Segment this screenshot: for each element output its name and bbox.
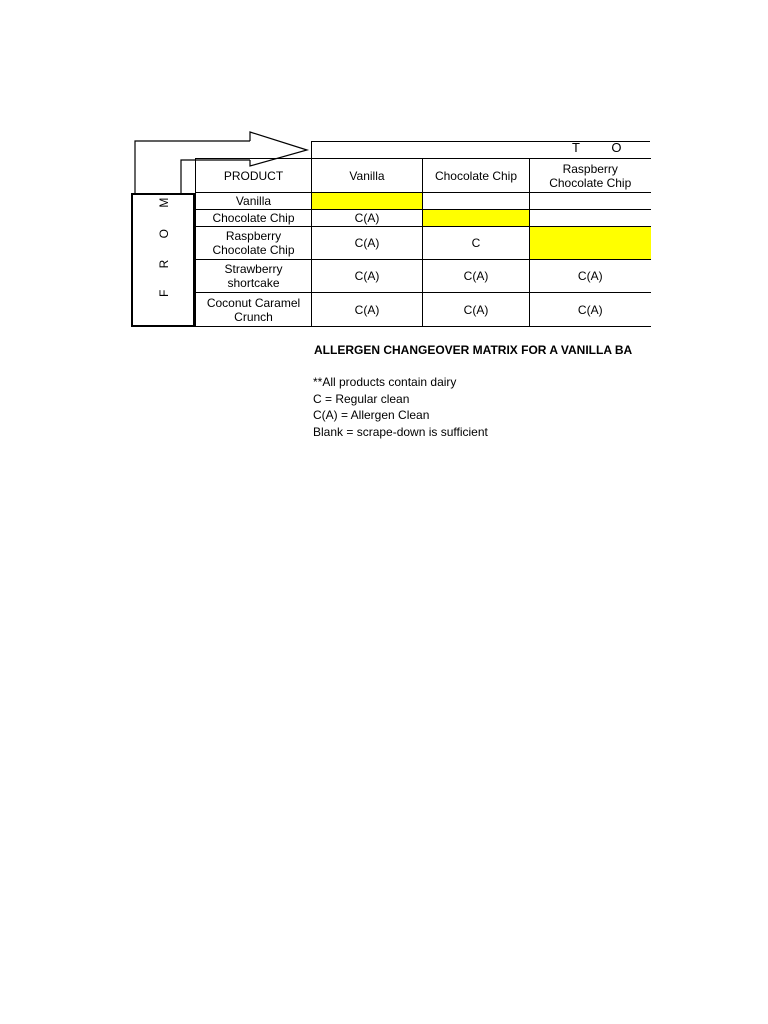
row-header-raspberry-chocolate-chip: Raspberry Chocolate Chip: [196, 227, 312, 260]
column-header-raspberry-chocolate-chip: Raspberry Chocolate Chip: [530, 159, 651, 193]
header-row: [196, 159, 651, 193]
note-allergen-clean: C(A) = Allergen Clean: [313, 408, 430, 422]
table-row: [196, 293, 651, 327]
note-blank: Blank = scrape-down is sufficient: [313, 424, 488, 439]
row-header-coconut-caramel-crunch: Coconut Caramel Crunch: [196, 293, 312, 327]
matrix-cell: [423, 193, 530, 210]
matrix-cell: C(A): [312, 227, 423, 260]
column-header-chocolate-chip: Chocolate Chip: [423, 159, 530, 193]
matrix-cell: C(A): [530, 260, 651, 293]
table-row: [196, 260, 651, 293]
row-header-vanilla: Vanilla: [196, 193, 312, 210]
matrix-cell: [530, 210, 651, 227]
matrix-cell: C: [423, 227, 530, 260]
matrix-cell: [312, 193, 423, 210]
to-label: T O: [572, 140, 636, 155]
row-header-strawberry-shortcake: Strawberry shortcake: [196, 260, 312, 293]
column-header-vanilla: Vanilla: [312, 159, 423, 193]
note-regular-clean: C = Regular clean: [313, 391, 410, 406]
legend-notes: [313, 374, 488, 440]
matrix-cell: [530, 227, 651, 260]
from-label: F R O M: [157, 188, 171, 297]
table-row: [196, 210, 651, 227]
matrix-caption: ALLERGEN CHANGEOVER MATRIX FOR A VANILLA BA: [314, 343, 633, 357]
matrix-cell: C(A): [312, 260, 423, 293]
matrix-cell: C(A): [423, 260, 530, 293]
table-row: [196, 193, 651, 210]
row-header-chocolate-chip: Chocolate Chip: [196, 210, 312, 227]
matrix-cell: C(A): [312, 293, 423, 327]
matrix-cell: C(A): [423, 293, 530, 327]
matrix-cell: C(A): [312, 210, 423, 227]
matrix-cell: C(A): [530, 293, 651, 327]
matrix-cell: [530, 193, 651, 210]
allergen-changeover-matrix: [195, 158, 651, 327]
matrix-cell: [423, 210, 530, 227]
note-dairy: **All products contain dairy: [313, 375, 457, 389]
column-header-product: PRODUCT: [196, 159, 312, 193]
table-row: [196, 227, 651, 260]
